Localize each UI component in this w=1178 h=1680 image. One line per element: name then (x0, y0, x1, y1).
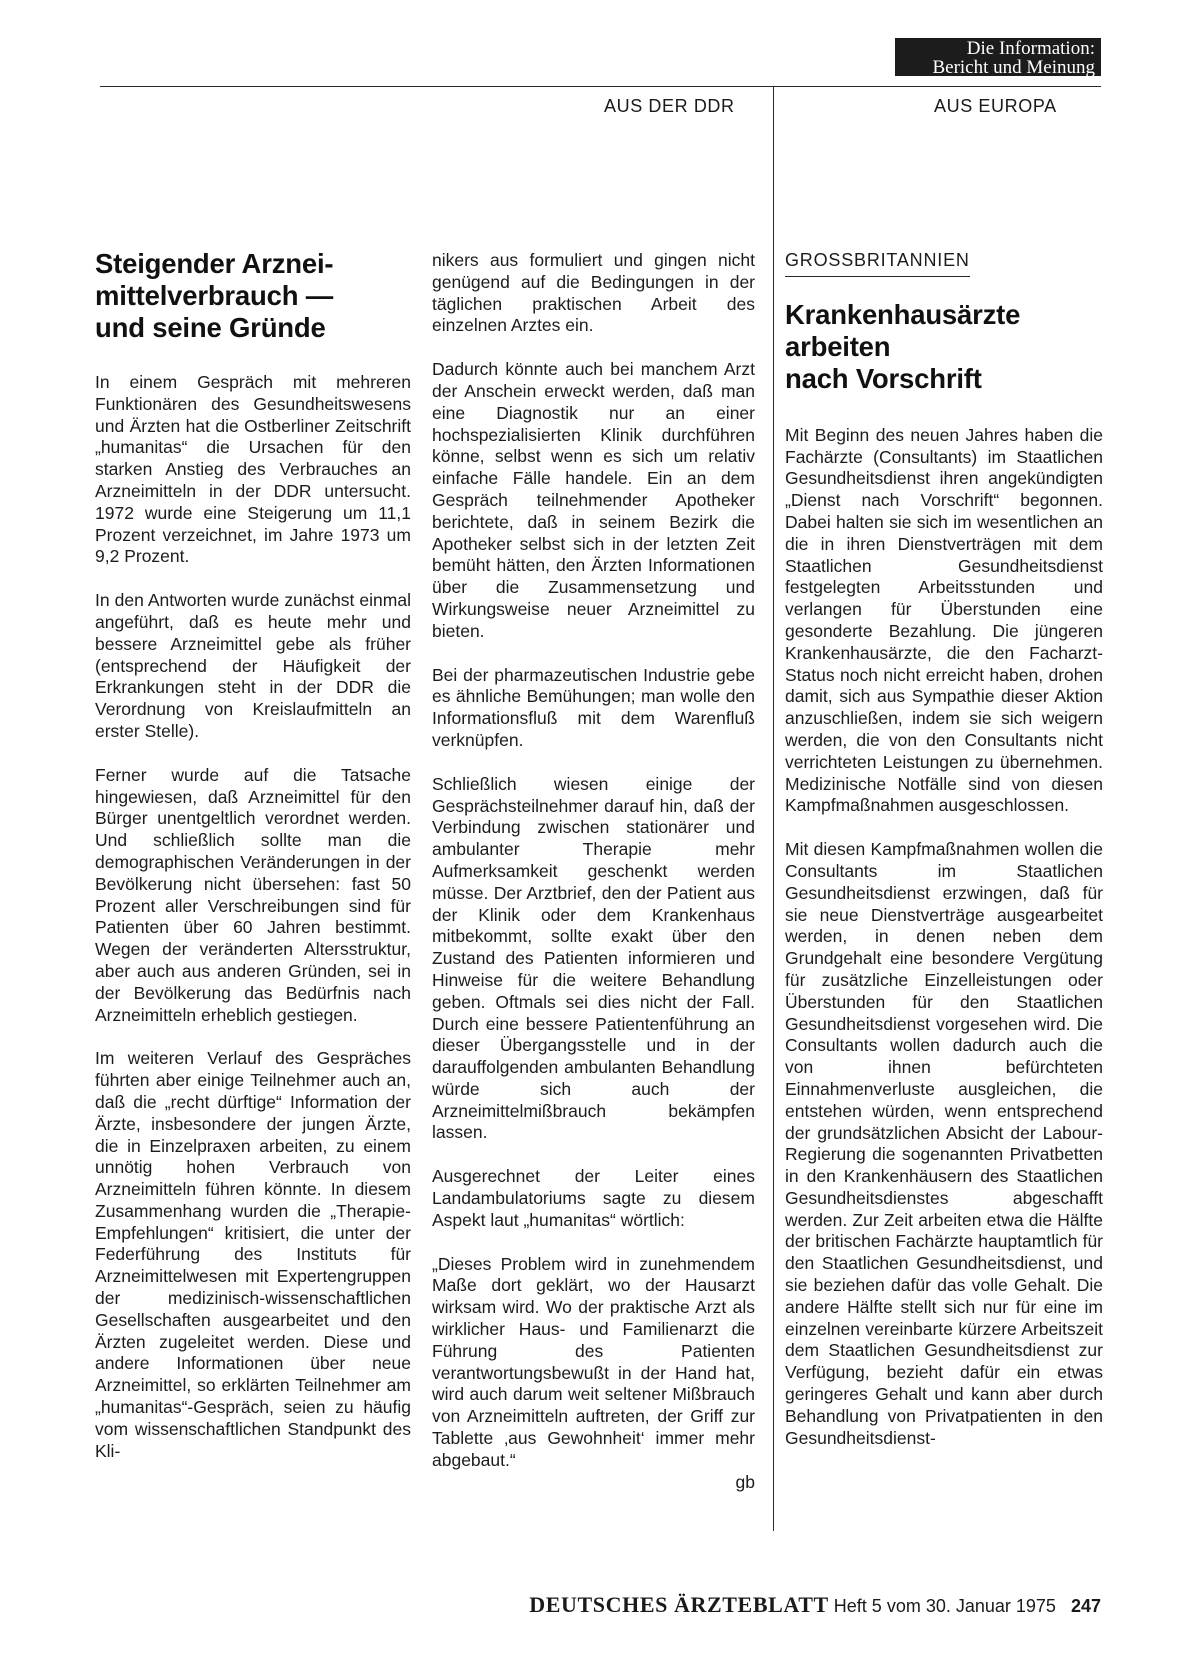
paragraph: In einem Gespräch mit mehreren Funktionären des Gesundheitswesens und Ärzten hat die Ostberliner Zeitschrift „humanitas“ die Ursachen für den starken Anstieg des Verbrauches an Arzneimitteln in der DDR untersucht. 1972 wurde eine Steigerung um 11,1 Prozent verzeichnet, im Jahre 1973 um 9,2 Prozent. (95, 372, 411, 567)
paragraph: Im weiteren Verlauf des Gespräches führten aber einige Teilnehmer auch an, daß die „recht dürftige“ Information der Ärzte, insbesondere der jungen Ärzte, die in Einzelpraxen arbeiten, zu einem unnötig hohen Verbrauch von Arzneimitteln führen könnte. In diesem Zusammenhang wurden die „Therapie-Empfehlungen“ kritisiert, die unter der Federführung des Instituts für Arzneimittelwesen mit Expertengruppen der medizinisch-wissenschaftlichen Gesellschaften ausgearbeitet und den Ärzten zugeleitet werden. Diese und andere Informationen über neue Arzneimittel, so erklärten Teilnehmer am „humanitas“-Gespräch, seien zu häufig vom wissenschaftlichen Standpunkt des Kli- (95, 1048, 411, 1461)
journal-name: DEUTSCHES ÄRZTEBLATT (529, 1592, 829, 1617)
headline-line: mittelverbrauch — (95, 280, 334, 311)
article-ddr-column-2 (432, 250, 755, 1493)
paragraph: In den Antworten wurde zunächst einmal angeführt, daß es heute mehr und bessere Arzneimittel gebe als früher (entsprechend der Häufigkeit der Erkrankungen steht in der DDR die Verordnung von Kreislaufmitteln an erster Stelle). (95, 590, 411, 741)
page-number: 247 (1070, 1596, 1101, 1616)
page-footer (480, 1592, 1101, 1618)
section-label-europa: AUS EUROPA (934, 96, 1057, 116)
rubric-line-2: Bericht und Meinung (932, 57, 1095, 78)
headline-line: Krankenhausärzte (785, 298, 1021, 330)
paragraph: Mit diesen Kampfmaßnahmen wollen die Consultants im Staatlichen Gesundheitsdienst erzwingen, daß für sie neue Dienstverträge ausgearbeitet werden, in denen neben dem Grundgehalt eine besondere Vergütung für zusätzliche Einzelleistungen oder Überstunden für den Staatlichen Gesundheitsdienst vorgesehen wird. Die Consultants wollen dadurch auch die von ihnen befürchteten Einnahmenverluste ausgleichen, die entstehen würden, wenn entsprechend der grundsätzlichen Absicht der Labour-Regierung die sogenannten Privatbetten in den Krankenhäusern des Staatlichen Gesundheitsdienstes abgeschafft werden. Zur Zeit arbeiten etwa die Hälfte der britischen Fachärzte hauptamtlich für den Staatlichen Gesundheitsdienst, und sie beziehen dafür das volle Gehalt. Die andere Hälfte stellt sich nur für eine im einzelnen vereinbarte kürzere Arbeitszeit dem Staatlichen Gesundheitsdienst zur Verfügung, bezieht dafür ein etwas geringeres Gehalt und kann aber durch Behandlung von Privatpatienten in den Gesundheitsdienst- (785, 839, 1103, 1448)
article-ddr-headline (95, 248, 411, 344)
headline-line: nach Vorschrift (785, 362, 982, 394)
author-signature: gb (735, 1471, 755, 1492)
paragraph: Ferner wurde auf die Tatsache hingewiesen, daß Arzneimittel für den Bürger unentgeltlich verordnet werden. Und schließlich sollte man die demographischen Veränderungen in der Bevölkerung nicht übersehen: fast 50 Prozent aller Verschreibungen sind für Patienten über 60 Jahren bestimmt. Wegen der veränderten Altersstruktur, aber auch aus anderen Gründen, sei in der Bevölkerung das Bedürfnis nach Arzneimitteln erheblich gestiegen. (95, 764, 411, 1025)
paragraph: Mit Beginn des neuen Jahres haben die Fachärzte (Consultants) im Staatlichen Gesundheitsdienst ihren angekündigten „Dienst nach Vorschrift“ begonnen. Dabei halten sie sich im wesentlichen an die in ihren Dienstverträgen mit dem Staatlichen Gesundheitsdienst festgelegten Arbeitsstunden und verlangen für Überstunden eine gesonderte Bezahlung. Die jüngeren Krankenhausärzte, die den Facharzt-Status noch nicht erreicht haben, drohen damit, sich aus Sympathie dieser Aktion anzuschließen, indem sie sich weigern werden, die von den Consultants nicht verrichteten Leistungen zu übernehmen. Medizinische Notfälle sind von diesen Kampfmaßnahmen ausgeschlossen. (785, 424, 1103, 816)
article-ddr-column-1 (95, 248, 411, 1484)
headline-line: und seine Gründe (95, 312, 326, 343)
headline-line: Steigender Arznei- (95, 248, 334, 279)
paragraph: Ausgerechnet der Leiter eines Landambulatoriums sagte zu diesem Aspekt laut „humanitas“ wörtlich: (432, 1166, 755, 1230)
rubric-badge (895, 38, 1101, 76)
article-uk-column (785, 250, 1103, 1471)
section-divider (773, 86, 774, 1531)
rubric-line-1: Die Information: (966, 38, 1095, 59)
header-rule (100, 86, 1101, 87)
headline-line: arbeiten (785, 330, 891, 362)
paragraph: Schließlich wiesen einige der Gesprächsteilnehmer darauf hin, daß der Verbindung zwischen stationärer und ambulanter Therapie mehr Aufmerksamkeit geschenkt werden müsse. Der Arztbrief, den der Patient aus der Klinik oder dem Krankenhaus mitbekommt, sollte exakt über den Zustand des Patienten informieren und Hinweise für die weitere Behandlung geben. Oftmals sei dies nicht der Fall. Durch eine bessere Patientenführung an dieser Übergangsstelle und in der darauffolgenden ambulanten Behandlung würde sich auch der Arzneimittelmißbrauch bekämpfen lassen. (432, 773, 755, 1143)
issue-info: Heft 5 vom 30. Januar 1975 (833, 1596, 1056, 1616)
section-label-ddr: AUS DER DDR (604, 96, 735, 116)
paragraph: Bei der pharmazeutischen Industrie gebe es ähnliche Bemühungen; man wolle den Informationsfluß mit dem Warenfluß verknüpfen. (432, 664, 755, 750)
article-uk-headline (785, 299, 1103, 395)
quote-paragraph: „Dieses Problem wird in zunehmendem Maße dort geklärt, wo der Hausarzt wirksam wird. Wo der praktische Arzt als wirklicher Haus- und Familienarzt die Führung des Patienten verantwortungsbewußt in der Hand hat, wird auch darum weit seltener Mißbrauch von Arzneimitteln auftreten, der Griff zur Tablette ‚aus Gewohnheit‘ immer mehr abgebaut.“ (432, 1253, 755, 1470)
article-uk-kicker: GROSSBRITANNIEN (785, 250, 970, 277)
signature-row (432, 1472, 755, 1494)
paragraph: nikers aus formuliert und gingen nicht genügend auf die Bedingungen in der täglichen praktischen Arbeit des einzelnen Arztes ein. (432, 250, 755, 336)
paragraph: Dadurch könnte auch bei manchem Arzt der Anschein erweckt werden, daß man eine Diagnostik nur an einer hochspezialisierten Klinik durchführen könne, selbst wenn es sich um relativ einfache Fälle handele. Ein an dem Gespräch teilnehmender Apotheker berichtete, daß in seinem Bezirk die Apotheker selbst sich in der letzten Zeit bemüht hätten, den Ärzten Informationen über die Zusammensetzung und Wirkungsweise neuer Arzneimittel zu bieten. (432, 359, 755, 641)
